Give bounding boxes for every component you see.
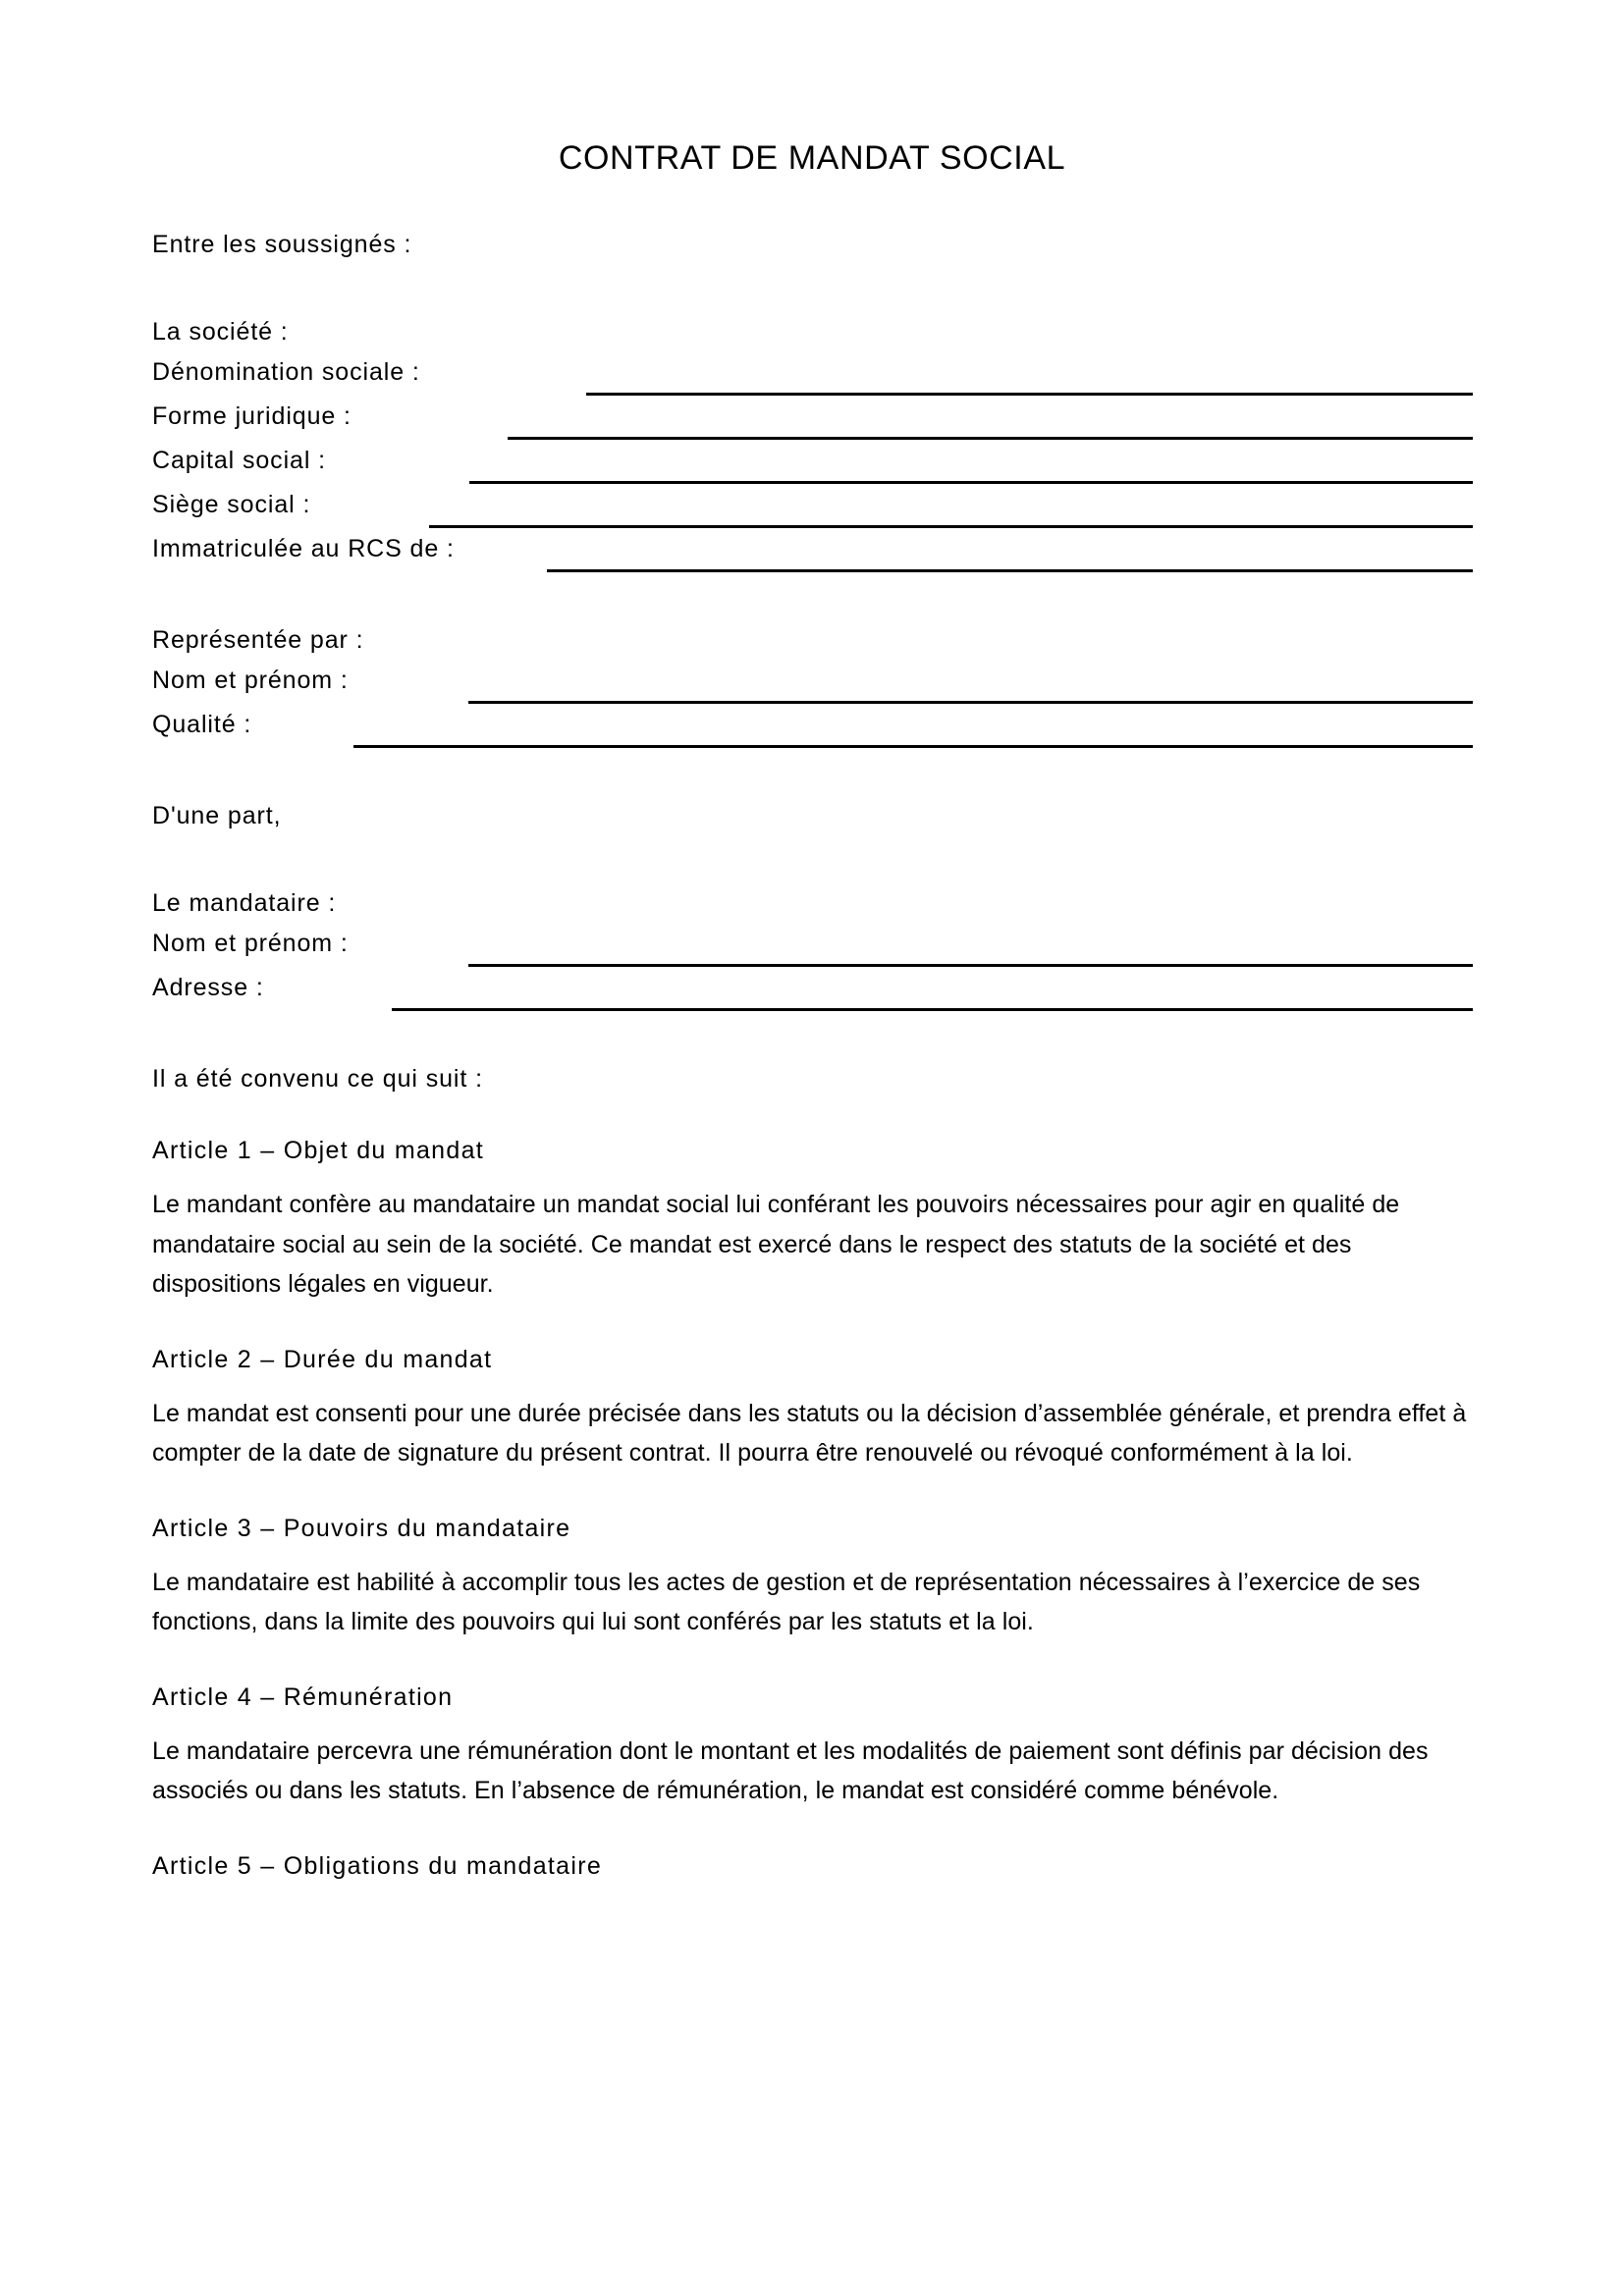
field-label: Nom et prénom : bbox=[152, 667, 349, 694]
field-row-representative-nom-prenom bbox=[152, 668, 1473, 713]
intro-text: Entre les soussignés : bbox=[152, 231, 412, 258]
article-3 bbox=[152, 1514, 1473, 1642]
article-body: Le mandat est consenti pour une durée précisée dans les statuts ou la décision d’assemblée générale, et prendra effet à compter de la date de signature du présent contrat. Il pourra être renouvelé ou révoqué conformément à la loi. bbox=[152, 1399, 1467, 1467]
field-blank-line[interactable] bbox=[586, 393, 1473, 396]
spacer bbox=[152, 1020, 1473, 1067]
party-one-heading: La société : bbox=[152, 318, 289, 346]
spacer bbox=[152, 1092, 1473, 1139]
article-2 bbox=[152, 1345, 1473, 1473]
field-label: Nom et prénom : bbox=[152, 930, 349, 957]
spacer bbox=[152, 581, 1473, 628]
document-body bbox=[152, 233, 1473, 1922]
agreement-line: Il a été convenu ce qui suit : bbox=[152, 1065, 483, 1093]
article-heading: Article 1 – Objet du mandat bbox=[152, 1137, 485, 1164]
article-body: Le mandataire percevra une rémunération dont le montant et les modalités de paiement sont définis par décision des associés ou dans les statuts. En l’absence de rémunération, le mandat est considéré comme bénévole. bbox=[152, 1736, 1429, 1804]
field-row-siege-social bbox=[152, 493, 1473, 537]
field-blank-line[interactable] bbox=[429, 525, 1473, 528]
field-label: Qualité : bbox=[152, 711, 252, 738]
article-heading: Article 2 – Durée du mandat bbox=[152, 1345, 493, 1373]
field-label: Siège social : bbox=[152, 491, 311, 518]
field-row-mandataire-adresse bbox=[152, 976, 1473, 1020]
article-body: Le mandataire est habilité à accomplir tous les actes de gestion et de représentation nécessaires à l’exercice de ses fonctions, dans la limite des pouvoirs qui lui sont conférés par les statuts et la loi. bbox=[152, 1568, 1421, 1635]
field-blank-line[interactable] bbox=[353, 745, 1473, 748]
article-4 bbox=[152, 1682, 1473, 1811]
field-blank-line[interactable] bbox=[392, 1008, 1473, 1011]
article-heading: Article 3 – Pouvoirs du mandataire bbox=[152, 1514, 571, 1542]
field-row-mandataire-nom-prenom bbox=[152, 932, 1473, 976]
field-label: Adresse : bbox=[152, 974, 264, 1001]
field-row-denomination-sociale bbox=[152, 360, 1473, 404]
field-label: Immatriculée au RCS de : bbox=[152, 535, 455, 562]
spacer bbox=[152, 257, 1473, 320]
field-label: Capital social : bbox=[152, 447, 326, 474]
field-blank-line[interactable] bbox=[469, 481, 1473, 484]
article-body: Le mandant confère au mandataire un mandat social lui conférant les pouvoirs nécessaires pour agir en qualité de mandataire social au sein de la société. Ce mandat est exercé dans le respect des statuts de la société et des dispositions légales en vigueur. bbox=[152, 1191, 1400, 1298]
field-row-capital-social bbox=[152, 449, 1473, 493]
field-row-rcs bbox=[152, 537, 1473, 581]
spacer bbox=[152, 828, 1473, 891]
spacer bbox=[152, 916, 1473, 932]
article-heading: Article 4 – Rémunération bbox=[152, 1682, 454, 1711]
article-heading: Article 5 – Obligations du mandataire bbox=[152, 1851, 603, 1880]
spacer bbox=[152, 653, 1473, 668]
party-two-heading: Le mandataire : bbox=[152, 889, 337, 917]
part-one-closing: D'une part, bbox=[152, 802, 282, 829]
article-5 bbox=[152, 1851, 1473, 1880]
field-blank-line[interactable] bbox=[468, 964, 1473, 967]
field-row-forme-juridique bbox=[152, 404, 1473, 449]
page-title: CONTRAT DE MANDAT SOCIAL bbox=[558, 138, 1066, 177]
field-label: Forme juridique : bbox=[152, 402, 352, 430]
field-row-qualite bbox=[152, 713, 1473, 757]
field-label: Dénomination sociale : bbox=[152, 358, 420, 386]
article-1 bbox=[152, 1139, 1473, 1305]
field-blank-line[interactable] bbox=[508, 437, 1473, 440]
field-blank-line[interactable] bbox=[547, 569, 1473, 572]
representative-heading: Représentée par : bbox=[152, 626, 364, 654]
spacer bbox=[152, 757, 1473, 804]
field-blank-line[interactable] bbox=[468, 701, 1473, 704]
